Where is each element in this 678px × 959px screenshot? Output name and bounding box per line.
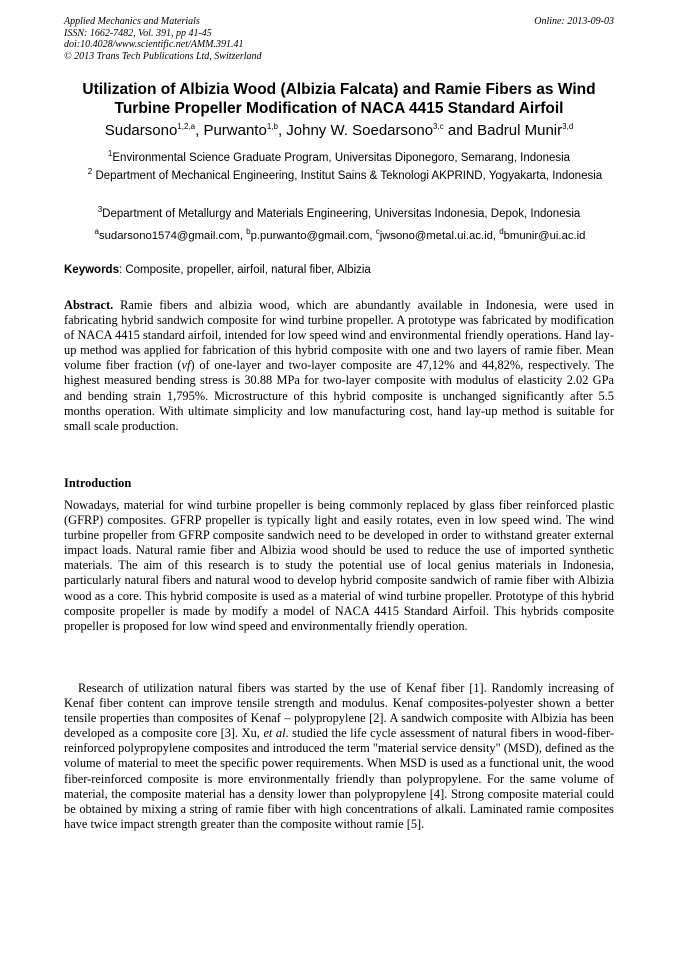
author-sup: 3,d xyxy=(562,122,574,131)
abstract xyxy=(64,298,614,434)
author-emails xyxy=(60,228,620,244)
abstract-label: Abstract. xyxy=(64,298,114,312)
affiliation-text: Department of Mechanical Engineering, Institut Sains & Teknologi AKPRIND, Yogyakarta, Indonesia xyxy=(95,170,603,182)
et-al: et al xyxy=(263,726,286,741)
abstract-text: Ramie fibers and albizia wood, which are abundantly available in Indonesia, were used in fabricating hybrid sandwich composite for wind turbine propeller. A prototype was fabricated by modification of NACA 4415 standard airfoil, intended for low speed wind and environmental friendly operations. Hand lay-up method was applied for fabrication of this hybrid composite with one and two layers of ramie fiber. Mean volume fiber fraction ( xyxy=(64,298,614,373)
email-sup: a xyxy=(94,227,99,237)
author-sup: 3,c xyxy=(433,122,444,131)
email-link[interactable]: p.purwanto@gmail.com xyxy=(250,230,370,242)
affiliation-1 xyxy=(64,150,614,166)
email-sup: d xyxy=(499,227,504,237)
journal-name: Applied Mechanics and Materials xyxy=(64,16,200,27)
affiliation-text: Department of Metallurgy and Materials Engineering, Universitas Indonesia, Depok, Indonesia xyxy=(102,208,581,220)
doi-line: doi:10.4028/www.scientific.net/AMM.391.41 xyxy=(64,39,244,50)
abstract-text: ) of one-layer and two-layer composite are 47,12% and 44,82%, respectively. The highest measured bending stress is 30.88 MPa for two-layer composite with modulus of elasticity 2.02 GPa and bending strain 1,795%. Microstructure of this hybrid composite is unchanged significantly after 5.5 months operation. With ultimate simplicity and low manufacturing cost, hand lay-up method is suitable for small scale production. xyxy=(64,358,614,433)
author-name: Sudarsono xyxy=(104,122,178,139)
affiliation-number: 2 xyxy=(87,167,93,177)
paragraph-text: Research of utilization natural fibers was started by the use of Kenaf fiber [1]. Randomly increasing of Kenaf fiber content can improve tensile strength and modulus. Kenaf composites-polyester shown a better tensile properties than composites of Kenaf – polypropylene [2]. A sandwich composite with Albizia has been developed as a composite core [3]. Xu, xyxy=(64,681,614,741)
paper-title: Utilization of Albizia Wood (Albizia Falcata) and Ramie Fibers as Wind Turbine Propeller Modification of NACA 4415 Standard Airfoil xyxy=(82,81,596,117)
author-separator: , xyxy=(195,122,204,139)
author-list xyxy=(64,121,614,141)
email-separator: , xyxy=(492,230,500,242)
email-sup: c xyxy=(375,227,380,237)
author-name: Purwanto xyxy=(203,122,267,139)
keywords xyxy=(64,263,614,278)
keywords-label: Keywords xyxy=(64,264,119,276)
affiliation-text: Environmental Science Graduate Program, Universitas Diponegoro, Semarang, Indonesia xyxy=(112,152,571,164)
keywords-text: Composite, propeller, airfoil, natural fiber, Albizia xyxy=(125,264,371,276)
email-separator: , xyxy=(369,230,376,242)
issn-line: ISSN: 1662-7482, Vol. 391, pp 41-45 xyxy=(64,27,212,39)
author-separator: and xyxy=(443,122,478,139)
author-name: Badrul Munir xyxy=(477,122,563,139)
affiliation-number: 1 xyxy=(107,149,113,159)
affiliation-number: 3 xyxy=(97,205,103,215)
affiliation-2 xyxy=(80,168,610,184)
email-separator: , xyxy=(239,230,247,242)
email-link[interactable]: jwsono@metal.ui.ac.id xyxy=(379,230,493,242)
paragraph-text: . studied the life cycle assessment of natural fibers in wood-fiber-reinforced polypropylene composites and introduced the term "material service density" (MSD), defined as the volume of material to meet the specific power requirements. When MSD is used as a functional unit, the wood fiber-reinforced composite is more environmentally friendly than polypropylene. For the same volume of material, the composite material has a density lower than polypropylene [4]. Strong composite material could be obtained by mixing a string of ramie fiber with high concentrations of alkali. Laminated ramie composites have twice impact strength greater than the composite without ramie [5]. xyxy=(64,726,614,831)
author-sup: 1,2,a xyxy=(177,122,196,131)
affiliation-3 xyxy=(64,206,614,222)
introduction-paragraph-1: Nowadays, material for wind turbine propeller is being commonly replaced by glass fiber reinforced plastic (GFRP) composites. GFRP propeller is typically light and easily rotates, even in low speed wind. The wind turbine propeller from GFRP composite sandwich need to be developed in order to withstand greater external impact loads. Natural ramie fiber and Albizia wood should be used to reduce the use of imported synthetic materials. The aim of this research is to study the potential use of local genius materials in Indonesia, particularly natural fibers and natural wood to develop hybrid composite sandwich of ramie fiber with Albizia wood as a core. This hybrid composite is used as a material of wind turbine propeller. Prototype of this hybrid composite propeller is made by modify a model of NACA 4415 Standard Airfoil. This hybrids composite propeller is proposed for low wind speed and environmentally friendly operation. xyxy=(64,498,614,633)
introduction-paragraph-2 xyxy=(64,681,614,832)
email-link[interactable]: sudarsono1574@gmail.com xyxy=(99,230,240,242)
author-sup: 1,b xyxy=(266,122,278,131)
author-separator: , xyxy=(277,122,287,139)
copyright-line: © 2013 Trans Tech Publications Ltd, Switzerland xyxy=(64,50,262,62)
online-date: Online: 2013-09-03 xyxy=(534,16,614,27)
introduction-heading: Introduction xyxy=(64,476,132,490)
abstract-vf: vf xyxy=(181,358,191,373)
journal-header xyxy=(64,16,262,62)
email-link[interactable]: bmunir@ui.ac.id xyxy=(503,230,586,242)
email-sup: b xyxy=(246,227,251,237)
author-name: Johny W. Soedarsono xyxy=(286,122,434,139)
keywords-separator: : xyxy=(118,264,126,276)
